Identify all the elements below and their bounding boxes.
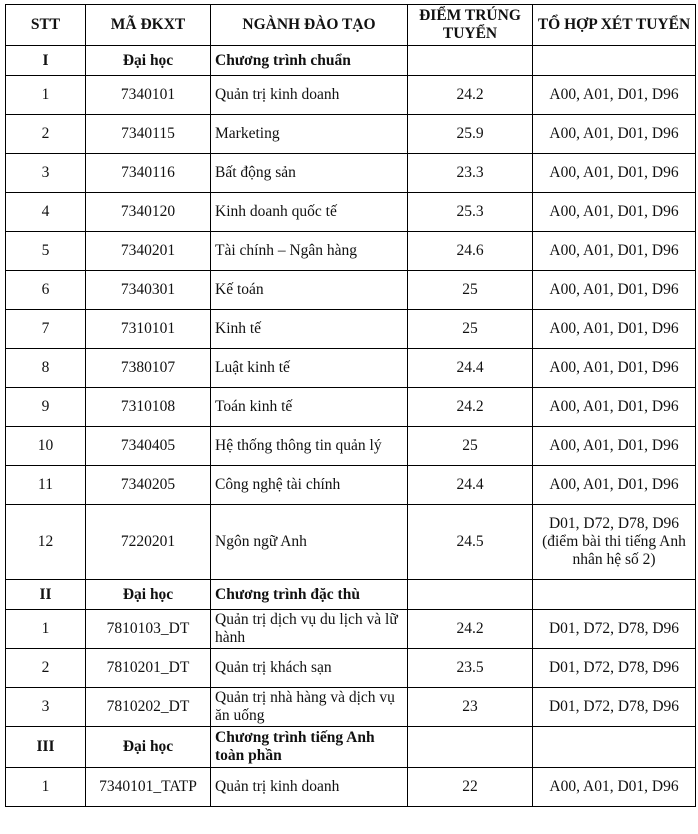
row-combination: D01, D72, D78, D96 (điểm bài thi tiếng Anh nhân hệ số 2): [533, 505, 696, 580]
table-row: [6, 193, 696, 232]
row-stt: 2: [6, 115, 86, 154]
section-program: Chương trình chuẩn: [211, 46, 408, 76]
row-code: 7340301: [86, 271, 211, 310]
row-major: Marketing: [211, 115, 408, 154]
table-row: [6, 349, 696, 388]
row-stt: 2: [6, 649, 86, 688]
row-score: 24.2: [408, 76, 533, 115]
table-row: [6, 768, 696, 807]
row-code: 7380107: [86, 349, 211, 388]
table-row: [6, 688, 696, 727]
table-row: [6, 388, 696, 427]
row-code: 7340205: [86, 466, 211, 505]
row-combination: D01, D72, D78, D96: [533, 688, 696, 727]
row-stt: 1: [6, 610, 86, 649]
table-row: [6, 610, 696, 649]
row-major: Bất động sản: [211, 154, 408, 193]
row-score: 24.6: [408, 232, 533, 271]
section-level: Đại học: [86, 46, 211, 76]
table-row: [6, 115, 696, 154]
row-stt: 12: [6, 505, 86, 580]
table-row: [6, 505, 696, 580]
row-combination: A00, A01, D01, D96: [533, 193, 696, 232]
header-stt: STT: [6, 5, 86, 46]
row-score: 23.5: [408, 649, 533, 688]
row-major: Quản trị kinh doanh: [211, 76, 408, 115]
section-program: Chương trình đặc thù: [211, 580, 408, 610]
row-score: 24.4: [408, 349, 533, 388]
row-major: Quản trị kinh doanh: [211, 768, 408, 807]
row-code: 7810202_DT: [86, 688, 211, 727]
row-combination: A00, A01, D01, D96: [533, 768, 696, 807]
section-row: [6, 580, 696, 610]
row-code: 7340116: [86, 154, 211, 193]
row-code: 7340201: [86, 232, 211, 271]
row-major: Quản trị dịch vụ du lịch và lữ hành: [211, 610, 408, 649]
table-row: [6, 466, 696, 505]
row-combination: A00, A01, D01, D96: [533, 466, 696, 505]
admission-scores-table: [5, 4, 696, 807]
row-stt: 5: [6, 232, 86, 271]
row-score: 24.5: [408, 505, 533, 580]
row-stt: 10: [6, 427, 86, 466]
row-major: Ngôn ngữ Anh: [211, 505, 408, 580]
table-row: [6, 649, 696, 688]
row-combination: A00, A01, D01, D96: [533, 349, 696, 388]
header-score: ĐIỂM TRÚNG TUYỂN: [408, 5, 533, 46]
row-stt: 8: [6, 349, 86, 388]
section-program: Chương trình tiếng Anh toàn phần: [211, 727, 408, 768]
row-code: 7810201_DT: [86, 649, 211, 688]
row-stt: 9: [6, 388, 86, 427]
row-combination: A00, A01, D01, D96: [533, 427, 696, 466]
table-row: [6, 271, 696, 310]
row-stt: 1: [6, 76, 86, 115]
table-row: [6, 154, 696, 193]
row-code: 7220201: [86, 505, 211, 580]
row-combination: A00, A01, D01, D96: [533, 310, 696, 349]
row-stt: 4: [6, 193, 86, 232]
row-combination: A00, A01, D01, D96: [533, 76, 696, 115]
row-code: 7340115: [86, 115, 211, 154]
table-row: [6, 76, 696, 115]
row-major: Quản trị nhà hàng và dịch vụ ăn uống: [211, 688, 408, 727]
row-score: 24.2: [408, 388, 533, 427]
table-header-row: [6, 5, 696, 46]
row-stt: 6: [6, 271, 86, 310]
row-major: Công nghệ tài chính: [211, 466, 408, 505]
table-row: [6, 310, 696, 349]
row-major: Kế toán: [211, 271, 408, 310]
row-score: 25: [408, 310, 533, 349]
row-major: Luật kinh tế: [211, 349, 408, 388]
row-stt: 1: [6, 768, 86, 807]
row-code: 7340120: [86, 193, 211, 232]
header-combination: TỔ HỢP XÉT TUYỂN: [533, 5, 696, 46]
row-combination: A00, A01, D01, D96: [533, 115, 696, 154]
row-stt: 3: [6, 688, 86, 727]
row-major: Tài chính – Ngân hàng: [211, 232, 408, 271]
section-row: [6, 46, 696, 76]
row-combination: A00, A01, D01, D96: [533, 232, 696, 271]
row-combination: D01, D72, D78, D96: [533, 610, 696, 649]
row-combination: D01, D72, D78, D96: [533, 649, 696, 688]
row-major: Quản trị khách sạn: [211, 649, 408, 688]
row-score: 25.3: [408, 193, 533, 232]
row-major: Toán kinh tế: [211, 388, 408, 427]
section-number: III: [6, 727, 86, 768]
row-score: 23: [408, 688, 533, 727]
row-major: Kinh tế: [211, 310, 408, 349]
row-code: 7340101_TATP: [86, 768, 211, 807]
row-score: 23.3: [408, 154, 533, 193]
row-score: 25: [408, 271, 533, 310]
row-score: 22: [408, 768, 533, 807]
section-number: I: [6, 46, 86, 76]
row-score: 25.9: [408, 115, 533, 154]
row-major: Hệ thống thông tin quản lý: [211, 427, 408, 466]
row-major: Kinh doanh quốc tế: [211, 193, 408, 232]
table-row: [6, 427, 696, 466]
header-code: MÃ ĐKXT: [86, 5, 211, 46]
section-number: II: [6, 580, 86, 610]
row-score: 25: [408, 427, 533, 466]
section-level: Đại học: [86, 580, 211, 610]
row-stt: 3: [6, 154, 86, 193]
row-stt: 7: [6, 310, 86, 349]
row-score: 24.2: [408, 610, 533, 649]
header-major: NGÀNH ĐÀO TẠO: [211, 5, 408, 46]
row-combination: A00, A01, D01, D96: [533, 154, 696, 193]
section-level: Đại học: [86, 727, 211, 768]
table-row: [6, 232, 696, 271]
row-score: 24.4: [408, 466, 533, 505]
row-code: 7340405: [86, 427, 211, 466]
row-combination: A00, A01, D01, D96: [533, 271, 696, 310]
row-stt: 11: [6, 466, 86, 505]
row-code: 7810103_DT: [86, 610, 211, 649]
section-row: [6, 727, 696, 768]
row-combination: A00, A01, D01, D96: [533, 388, 696, 427]
row-code: 7310101: [86, 310, 211, 349]
row-code: 7340101: [86, 76, 211, 115]
row-code: 7310108: [86, 388, 211, 427]
